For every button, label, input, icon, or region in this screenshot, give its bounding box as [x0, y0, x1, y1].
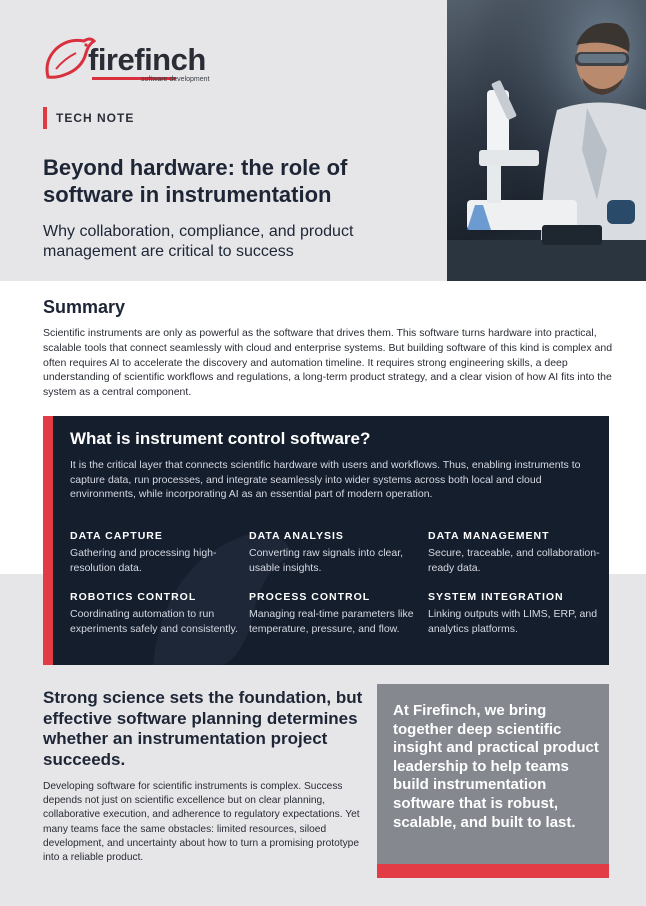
page-title: Beyond hardware: the role of software in instrumentation — [43, 155, 348, 207]
callout-box — [377, 684, 609, 864]
capability-title: SYSTEM INTEGRATION — [428, 591, 564, 603]
capability-title: PROCESS CONTROL — [249, 591, 371, 603]
hero-photo — [447, 0, 646, 281]
definition-panel — [43, 416, 609, 665]
capability-title: ROBOTICS CONTROL — [70, 591, 197, 603]
capability-item — [249, 591, 421, 636]
brand-name: firefinch — [88, 42, 206, 77]
capability-title: DATA CAPTURE — [70, 530, 163, 542]
definition-heading: What is instrument control software? — [70, 429, 371, 448]
capability-text: Secure, traceable, and collaboration-ready data. — [428, 547, 600, 574]
capability-title: DATA MANAGEMENT — [428, 530, 550, 542]
page-subtitle: Why collaboration, compliance, and product management are critical to success — [43, 223, 354, 260]
capability-item — [249, 530, 421, 575]
summary-body: Scientific instruments are only as powerful as the software that drives them. This software turns hardware into practical, scalable tools that connect seamlessly with cloud and enterprise systems. But building software of this kind is complex and often requires AI to accelerate the discovery and automation timeline. It requires strong engineering skills, a deep understanding of scientific workflows and regulations, a long-term product strategy, and a clear vision of how AI fits into the system as a central component. — [43, 327, 613, 399]
capability-text: Gathering and processing high-resolution data. — [70, 547, 217, 574]
capability-text: Linking outputs with LIMS, ERP, and analytics platforms. — [428, 608, 598, 635]
tag-accent-bar — [43, 107, 47, 129]
definition-accent-bar — [43, 416, 53, 665]
callout-accent-bar — [377, 864, 609, 878]
capability-item — [70, 591, 242, 636]
capability-text: Converting raw signals into clear, usable insights. — [249, 547, 404, 574]
capability-title: DATA ANALYSIS — [249, 530, 344, 542]
planning-heading: Strong science sets the foundation, but effective software planning determines whether an instrumentation project succeeds. — [43, 688, 363, 769]
brand-tagline: software development — [141, 76, 210, 83]
document-tag: TECH NOTE — [56, 111, 135, 125]
planning-body: Developing software for scientific instruments is complex. Success depends not just on scientific excellence but on clear planning, collaborative execution, and adherence to regulatory expectations. Yet many teams face the same obstacles: limited resources, siloed development, and uncertainty about how to turn a promising prototype into a reliable product. — [43, 781, 360, 864]
capability-text: Coordinating automation to run experiments safely and consistently. — [70, 608, 238, 635]
capability-item — [70, 530, 242, 575]
capability-text: Managing real-time parameters like temperature, pressure, and flow. — [249, 608, 414, 635]
summary-heading: Summary — [43, 297, 126, 317]
definition-body: It is the critical layer that connects scientific hardware with users and workflows. Thus, enabling instruments to capture data, run processes, and integrate seamlessly into wider systems across both local and cloud environments, while incorporating AI as an essential part of modern operation. — [70, 459, 581, 500]
capability-item — [428, 591, 600, 636]
scientist-microscope-photo-icon — [447, 0, 646, 281]
callout-text: At Firefinch, we bring together deep scientific insight and practical product leadership to help teams build instrumentation software that is robust, scalable, and built to last. — [393, 702, 599, 831]
capability-item — [428, 530, 600, 575]
